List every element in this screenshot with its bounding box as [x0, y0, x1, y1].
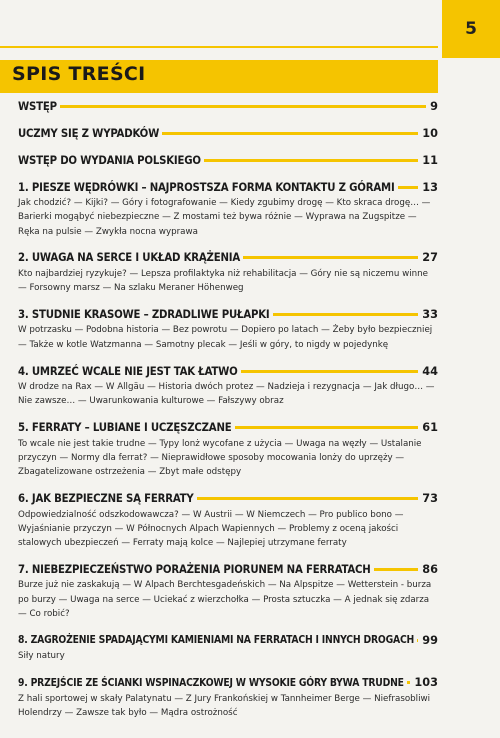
toc-entry-title: 3. STUDNIE KRASOWE – ZDRADLIWE PUŁAPKI: [18, 307, 270, 321]
toc-entry-page: 73: [422, 492, 438, 506]
toc-entry-subtopics: W potrzasku — Podobna historia — Bez powrotu — Dopiero po latach — Żeby było bezpieczniej — Także w kotle Watzmanna — Samotny plecak — Jeśli w góry, to nigdy w pojedynkę: [18, 325, 433, 350]
toc-entry-subtopics: Jak chodzić? — Kijki? — Góry i fotografowanie — Kiedy zgubimy drogę — Kto skraca drogę… — Barierki mogąbyć niebezpieczne — Z mostami też bywa różnie — Wyprawa na Zugspitze — Ręka na pulsie — Zwykła nocna wyprawa: [18, 198, 431, 237]
page-number: 5: [442, 0, 500, 58]
toc-entry-page: 44: [422, 364, 438, 378]
toc-entry-page: 13: [422, 180, 438, 194]
toc-entry-title: 9. PRZEJŚCIE ZE ŚCIANKI WSPINACZKOWEJ W WYSOKIE GÓRY BYWA TRUDNE: [18, 676, 404, 689]
toc-entry-title: 8. ZAGROŻENIE SPADAJĄCYMI KAMIENIAMI NA FERRATACH I INNYCH DROGACH: [18, 634, 415, 647]
toc-entry-subtopics: W drodze na Rax — W Allgäu — Historia dwóch protez — Nadzieja i rezygnacja — Jak długo… — Nie zawsze… — Uwarunkowania kulturowe — Fałszywy obraz: [18, 382, 435, 407]
toc-entry-page: 9: [430, 99, 438, 113]
toc-entry-page: 99: [422, 633, 438, 647]
toc-entry-page: 10: [422, 126, 438, 140]
toc-entry: [18, 98, 438, 114]
toc-entry-page: 33: [422, 307, 438, 321]
toc-entry: [18, 420, 438, 480]
toc-entry-page: 27: [422, 251, 438, 265]
leader-line: [374, 568, 419, 571]
toc-entry: [18, 491, 438, 551]
toc-entry-subtopics: Burze już nie zaskakują — W Alpach Berchtesgadeńskich — Na Alpspitze — Wetterstein - burza po burzy — Uwaga na serce — Uciekać z wierzchołka — Prosta sztuczka — A jednak się zdarza — Co robić?: [18, 580, 432, 620]
leader-line: [60, 105, 426, 108]
leader-line: [398, 186, 419, 189]
toc-entry-title: 7. NIEBEZPIECZEŃSTWO PORAŻENIA PIORUNEM NA FERRATACH: [18, 562, 371, 576]
leader-line: [243, 256, 418, 259]
toc-entry-title: 1. PIESZE WĘDRÓWKI – NAJPROSTSZA FORMA KONTAKTU Z GÓRAMI: [18, 180, 395, 194]
toc-entry-subtopics: Kto najbardziej ryzykuje? — Lepsza profilaktyka niż rehabilitacja — Góry nie są niczemu winne — Forsowny marsz — Na szlaku Meraner Höhenweg: [18, 268, 429, 294]
leader-line: [241, 370, 419, 373]
toc-entry-page: 86: [422, 562, 438, 576]
toc-entry: [18, 561, 438, 621]
toc-entry: [18, 632, 438, 663]
toc-entry: [18, 125, 438, 141]
leader-line: [407, 681, 411, 684]
toc-entry: [18, 179, 438, 239]
table-of-contents: [18, 98, 438, 731]
toc-entry-subtopics: Siły natury: [18, 651, 65, 662]
toc-entry-title: WSTĘP: [18, 99, 57, 113]
toc-entry-title: UCZMY SIĘ Z WYPADKÓW: [18, 126, 160, 140]
toc-heading: SPIS TREŚCI: [12, 63, 146, 85]
toc-entry: [18, 675, 438, 721]
toc-entry-title: 4. UMRZEĆ WCALE NIE JEST TAK ŁATWO: [18, 364, 238, 378]
toc-entry-page: 103: [414, 676, 438, 690]
leader-line: [235, 426, 419, 429]
toc-entry-page: 61: [422, 421, 438, 435]
toc-entry: [18, 363, 438, 409]
toc-entry: [18, 306, 438, 352]
leader-line: [204, 159, 418, 162]
leader-line: [197, 497, 419, 500]
toc-entry-title: 5. FERRATY – LUBIANE I UCZĘSZCZANE: [18, 421, 232, 435]
toc-entry-title: 2. UWAGA NA SERCE I UKŁAD KRĄŻENIA: [18, 251, 241, 265]
toc-entry-page: 11: [422, 153, 438, 167]
leader-line: [162, 132, 418, 135]
toc-entry-title: WSTĘP DO WYDANIA POLSKIEGO: [18, 153, 201, 167]
top-rule: [0, 46, 438, 48]
toc-entry-subtopics: Odpowiedzialność odszkodowawcza? — W Austrii — W Niemczech — Pro publico bono — Wyjaśnianie przyczyn — W Północnych Alpach Wapiennych — Problemy z oceną jakości stalowych ubezpieczeń — Ferraty mają kolce — Najlepiej utrzymane ferraty: [18, 509, 404, 549]
toc-entry: [18, 250, 438, 296]
toc-entry-subtopics: Z hali sportowej w skały Palatynatu — Z Jury Frankońskiej w Tannheimer Berge — Niefrasobliwi Holendrzy — Zawsze tak było — Mądra ostrożność: [18, 693, 431, 718]
leader-line: [273, 313, 419, 316]
toc-entry-subtopics: To wcale nie jest takie trudne — Typy lonż wycofane z użycia — Uwaga na węzły — Ustalanie przyczyn — Normy dla ferrat? — Nieprawidłowe sposoby mocowania lonży do uprzęży — Zbagatelizowane ostrzeżenia — Zbyt małe odstępy: [18, 438, 422, 478]
toc-entry-title: 6. JAK BEZPIECZNE SĄ FERRATY: [18, 492, 194, 506]
toc-entry: [18, 152, 438, 168]
leader-line: [417, 639, 418, 642]
